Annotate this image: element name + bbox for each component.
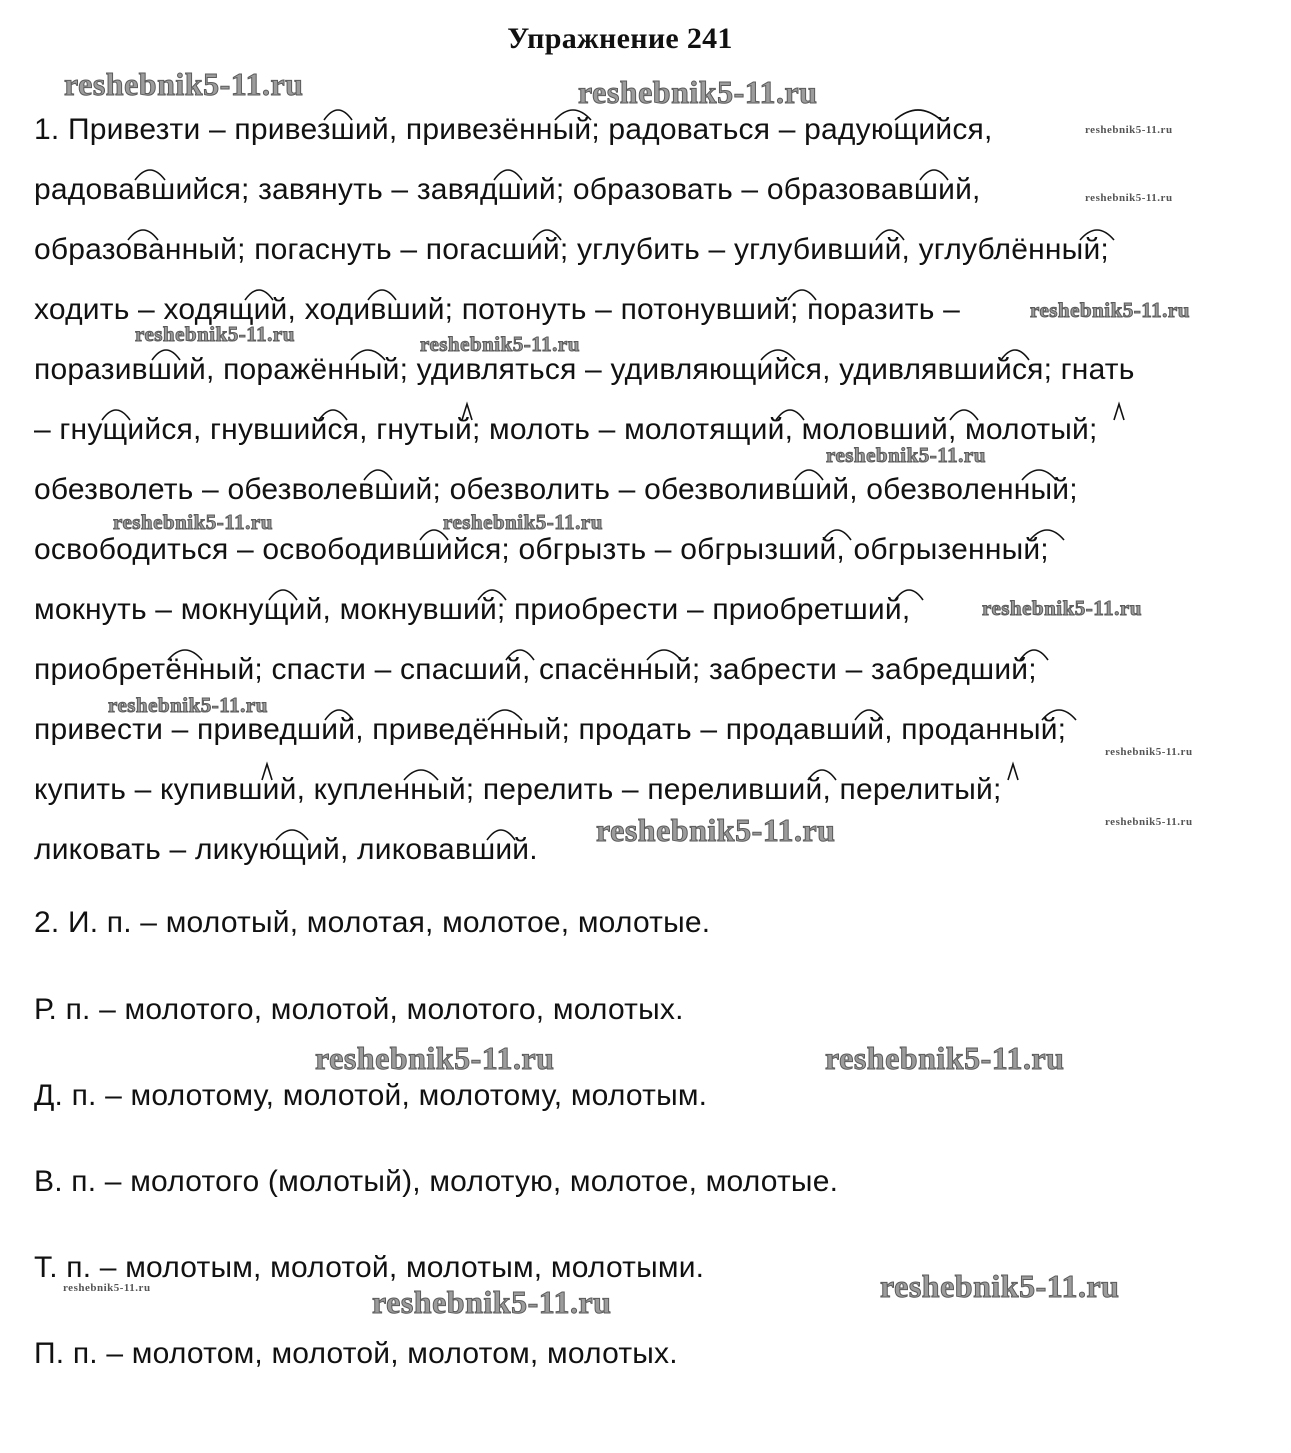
watermark: reshebnik5-11.ru — [1105, 816, 1193, 828]
text-line: обезволеть – обезволевший; обезволить – обезволивший, обезволенный; — [34, 473, 1078, 506]
watermark: reshebnik5-11.ru — [135, 322, 295, 346]
watermark: reshebnik5-11.ru — [108, 693, 268, 717]
text-line: поразивший, поражённый; удивляться – удивляющийся, удивлявшийся; гнать — [34, 353, 1135, 386]
text-line: привести – приведший, приведённый; продать – продавший, проданный; — [34, 713, 1067, 746]
watermark: reshebnik5-11.ru — [1085, 192, 1173, 204]
suffix-arc — [1114, 404, 1124, 420]
text-line: ходить – ходящий, ходивший; потонуть – потонувший; поразить – — [34, 293, 960, 326]
watermark: reshebnik5-11.ru — [578, 74, 818, 110]
declension-line: Т. п. – молотым, молотой, молотым, молотыми. — [34, 1251, 705, 1284]
watermark: reshebnik5-11.ru — [64, 66, 304, 102]
text-line: приобретённый; спасти – спасший, спасённый; забрести – забредший; — [34, 653, 1037, 686]
text-line: радовавшийся; завянуть – завядший; образовать – образовавший, — [34, 173, 981, 206]
text-line: 1. Привезти – привезший, привезённый; радоваться – радующийся, — [34, 113, 993, 146]
watermark: reshebnik5-11.ru — [420, 332, 580, 356]
declension-line: Д. п. – молотому, молотой, молотому, молотым. — [34, 1079, 708, 1112]
declension-line: Р. п. – молотого, молотой, молотого, молотых. — [34, 993, 684, 1026]
watermark: reshebnik5-11.ru — [443, 510, 603, 534]
watermark: reshebnik5-11.ru — [880, 1268, 1120, 1304]
text-line: купить – купивший, купленный; перелить – переливший, перелитый; — [34, 773, 1002, 806]
page-title: Упражнение 241 — [507, 22, 733, 55]
watermark: reshebnik5-11.ru — [1105, 746, 1193, 758]
text-line: – гнущийся, гнувшийся, гнутый; молоть – молотящий, моловший, молотый; — [34, 413, 1098, 446]
text-line: освободиться – освободившийся; обгрызть – обгрызший, обгрызенный; — [34, 533, 1049, 566]
declension-line: 2. И. п. – молотый, молотая, молотое, молотые. — [34, 906, 711, 939]
declension-line: П. п. – молотом, молотой, молотом, молотых. — [34, 1337, 678, 1370]
watermark: reshebnik5-11.ru — [1085, 124, 1173, 136]
declension-line: В. п. – молотого (молотый), молотую, молотое, молотые. — [34, 1165, 839, 1198]
text-line: образованный; погаснуть – погасший; углубить – углубивший, углублённый; — [34, 233, 1109, 266]
watermark: reshebnik5-11.ru — [63, 1282, 151, 1294]
suffix-arc — [1008, 764, 1018, 780]
watermark: reshebnik5-11.ru — [826, 443, 986, 467]
watermark: reshebnik5-11.ru — [372, 1284, 612, 1320]
watermark: reshebnik5-11.ru — [825, 1040, 1065, 1076]
text-line: мокнуть – мокнущий, мокнувший; приобрести – приобретший, — [34, 593, 911, 626]
text-line: ликовать – ликующий, ликовавший. — [34, 833, 538, 866]
watermark: reshebnik5-11.ru — [1030, 298, 1190, 322]
watermark: reshebnik5-11.ru — [113, 510, 273, 534]
watermark: reshebnik5-11.ru — [982, 596, 1142, 620]
watermark: reshebnik5-11.ru — [596, 812, 836, 848]
watermark: reshebnik5-11.ru — [315, 1040, 555, 1076]
